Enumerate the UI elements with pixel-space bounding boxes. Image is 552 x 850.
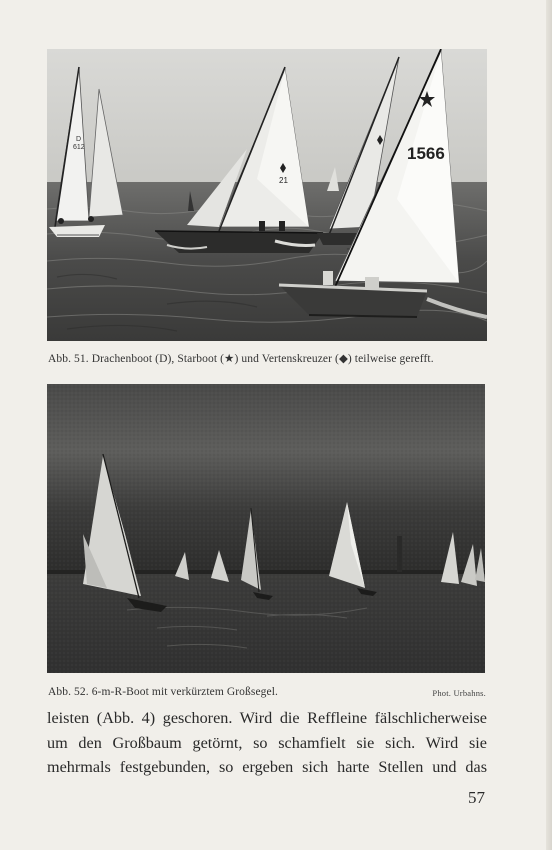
photo-credit: Phot. Urbahns. [432,688,486,698]
body-line: leisten (Abb. 4) geschoren. Wird die Reffleine fälschlicherweise [47,709,487,727]
svg-text:D: D [76,136,82,143]
body-line: mehrmals festgebunden, so ergeben sich harte Stellen und das [47,758,487,777]
sail-number-dragon: 612 [73,144,85,151]
figure-51-caption: Abb. 51. Drachenboot (D), Starboot (★) und Vertenskreuzer (◆) teilweise gerefft. [48,353,434,365]
figure-52-caption: Abb. 52. 6-m-R-Boot mit verkürztem Großsegel. [48,686,278,698]
sail-number-star: 21 [279,176,288,185]
photo-sailboats-reefed [47,49,487,341]
page-edge-shadow [546,0,552,850]
body-paragraph [47,706,487,780]
sail-number-1566: 1566 [407,144,445,163]
page-number: 57 [468,788,485,807]
body-line: um den Großbaum getörnt, so schamfielt sie sich. Wird sie [47,733,487,752]
photo-6m-r-boats [47,384,485,673]
